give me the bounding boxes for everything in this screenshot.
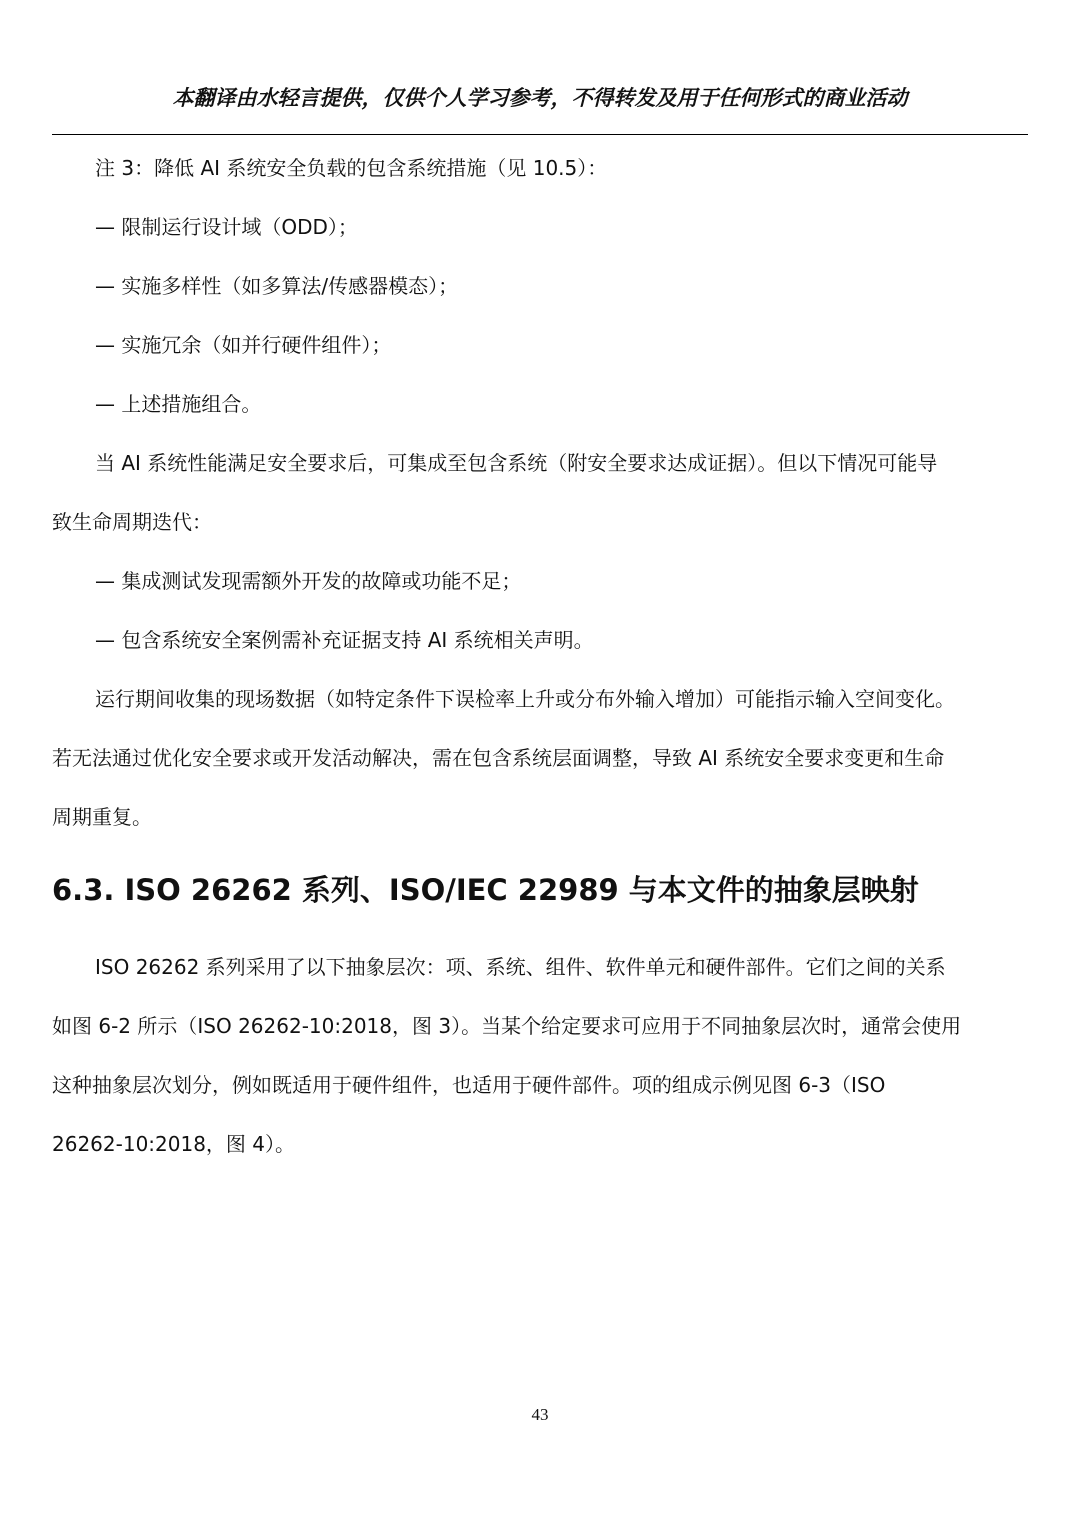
para3-line1: ISO 26262 系列采用了以下抽象层次：项、系统、组件、软件单元和硬件部件。它们之间的关系: [95, 955, 946, 979]
para2-line1: 运行期间收集的现场数据（如特定条件下误检率上升或分布外输入增加）可能指示输入空间变化。: [95, 687, 955, 711]
para1-line2: 致生命周期迭代：: [52, 510, 212, 534]
header-divider: [52, 134, 1028, 135]
section-heading: 6.3. ISO 26262 系列、ISO/IEC 22989 与本文件的抽象层映射: [52, 873, 919, 907]
note-item-3: — 实施冗余（如并行硬件组件）；: [95, 333, 392, 357]
para1-item-1: — 集成测试发现需额外开发的故障或功能不足；: [95, 569, 522, 593]
para2-line2: 若无法通过优化安全要求或开发活动解决，需在包含系统层面调整，导致 AI 系统安全要求变更和生命: [52, 746, 945, 770]
para1-item-2: — 包含系统安全案例需补充证据支持 AI 系统相关声明。: [95, 628, 594, 652]
page-number: 43: [531, 1405, 549, 1424]
para3-line2: 如图 6-2 所示（ISO 26262-10:2018，图 3）。当某个给定要求可应用于不同抽象层次时，通常会使用: [52, 1014, 962, 1038]
note-item-4: — 上述措施组合。: [95, 392, 262, 416]
note-item-1: — 限制运行设计域（ODD）；: [95, 215, 358, 239]
note-item-2: — 实施多样性（如多算法/传感器模态）；: [95, 274, 459, 298]
para1-line1: 当 AI 系统性能满足安全要求后，可集成至包含系统（附安全要求达成证据）。但以下情况可能导: [95, 451, 938, 475]
para3-line4: 26262-10:2018，图 4）。: [52, 1132, 296, 1156]
para2-line3: 周期重复。: [52, 805, 152, 829]
note-title: 注 3：降低 AI 系统安全负载的包含系统措施（见 10.5）：: [95, 156, 608, 180]
para3-line3: 这种抽象层次划分，例如既适用于硬件组件，也适用于硬件部件。项的组成示例见图 6-3（ISO: [52, 1073, 886, 1097]
document-header-notice: 本翻译由水轻言提供，仅供个人学习参考，不得转发及用于任何形式的商业活动: [172, 86, 908, 110]
